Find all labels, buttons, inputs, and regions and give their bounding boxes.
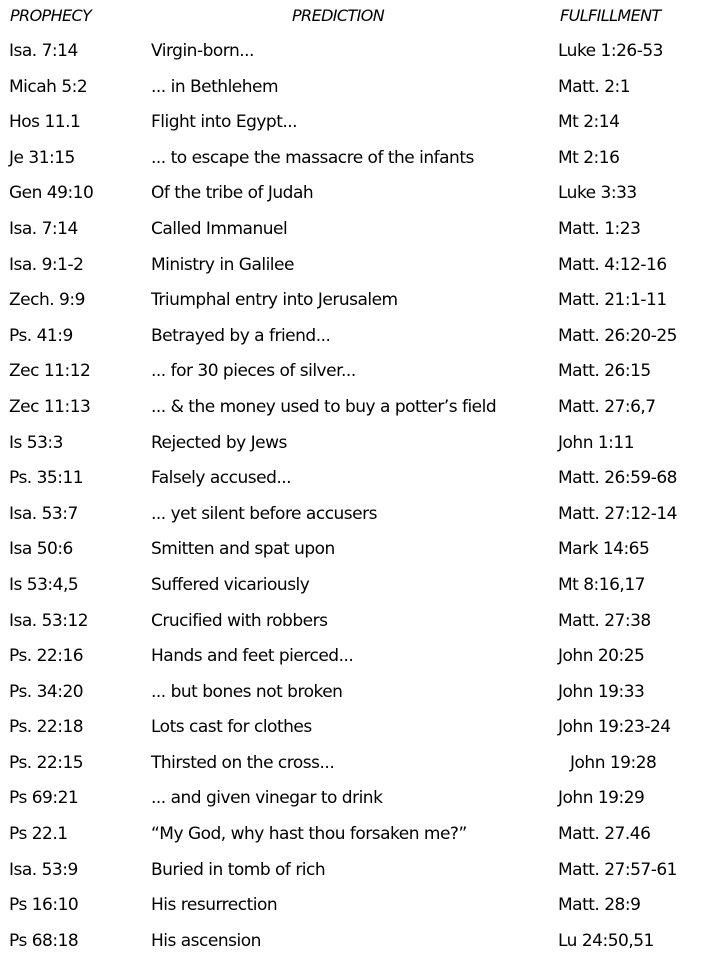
table-row xyxy=(0,641,720,677)
prediction-cell: Crucified with robbers xyxy=(151,610,328,631)
prediction-cell: ... for 30 pieces of silver... xyxy=(151,361,356,382)
prophecy-cell: Isa. 53:7 xyxy=(9,503,78,524)
fulfillment-cell: John 19:33 xyxy=(558,681,645,702)
prophecy-cell: Is 53:3 xyxy=(9,432,63,453)
prophecy-cell: Isa. 53:9 xyxy=(9,859,78,880)
fulfillment-cell: Matt. 27:57-61 xyxy=(558,859,677,880)
prophecy-cell: Isa. 53:12 xyxy=(9,610,89,631)
table-row xyxy=(0,250,720,286)
fulfillment-cell: Matt. 26:15 xyxy=(558,361,651,382)
table-row xyxy=(0,677,720,713)
fulfillment-cell: Luke 3:33 xyxy=(558,183,637,204)
prophecy-cell: Isa 50:6 xyxy=(9,539,73,560)
fulfillment-cell: Matt. 27:6,7 xyxy=(558,396,656,417)
table-row xyxy=(0,499,720,535)
prediction-cell: ... & the money used to buy a potter’s field xyxy=(151,396,497,417)
prediction-cell: Flight into Egypt... xyxy=(151,112,298,133)
table-row xyxy=(0,748,720,784)
prophecy-cell: Isa. 7:14 xyxy=(9,41,78,61)
fulfillment-cell: Matt. 4:12-16 xyxy=(558,254,667,275)
table-row xyxy=(0,107,720,143)
prophecy-cell: Ps. 34:20 xyxy=(9,681,84,702)
prophecy-cell: Gen 49:10 xyxy=(9,183,94,204)
prophecy-cell: Isa. 9:1-2 xyxy=(9,254,84,275)
prediction-cell: Triumphal entry into Jerusalem xyxy=(151,290,398,311)
table-row xyxy=(0,819,720,855)
prophecy-cell: Is 53:4,5 xyxy=(9,574,79,595)
prophecy-cell: Zech. 9:9 xyxy=(9,290,85,311)
table-row xyxy=(0,285,720,321)
prediction-cell: ... to escape the massacre of the infants xyxy=(151,147,474,168)
prophecy-cell: Ps 69:21 xyxy=(9,788,79,809)
table-row xyxy=(0,606,720,642)
prediction-cell: Smitten and spat upon xyxy=(151,539,335,560)
prediction-cell: Betrayed by a friend... xyxy=(151,325,331,346)
header-fulfillment: FULFILLMENT xyxy=(560,6,661,25)
prediction-cell: Of the tribe of Judah xyxy=(151,183,314,204)
prophecy-cell: Hos 11.1 xyxy=(9,112,81,133)
table-row xyxy=(0,356,720,392)
fulfillment-cell: Mt 8:16,17 xyxy=(558,574,645,595)
prophecy-cell: Ps 16:10 xyxy=(9,895,79,916)
prophecy-cell: Micah 5:2 xyxy=(9,76,88,97)
fulfillment-cell: Matt. 2:1 xyxy=(558,76,631,97)
table-row xyxy=(0,392,720,428)
prediction-cell: Suffered vicariously xyxy=(151,574,310,595)
prophecy-cell: Ps. 41:9 xyxy=(9,325,73,346)
fulfillment-cell: John 19:29 xyxy=(558,788,645,809)
table-row xyxy=(0,712,720,748)
fulfillment-cell: John 19:28 xyxy=(570,752,657,773)
prophecy-cell: Ps 22.1 xyxy=(9,824,68,845)
table-row xyxy=(0,890,720,926)
header-prophecy: PROPHECY xyxy=(10,6,92,25)
fulfillment-cell: Matt. 21:1-11 xyxy=(558,290,667,311)
prediction-cell: “My God, why hast thou forsaken me?” xyxy=(151,824,467,845)
fulfillment-cell: Luke 1:26-53 xyxy=(558,41,663,61)
prediction-cell: Virgin-born... xyxy=(151,41,254,61)
prediction-cell: His ascension xyxy=(151,930,261,951)
fulfillment-cell: Mt 2:16 xyxy=(558,147,620,168)
fulfillment-cell: John 19:23-24 xyxy=(558,717,671,738)
fulfillment-cell: Matt. 26:20-25 xyxy=(558,325,677,346)
fulfillment-cell: Mt 2:14 xyxy=(558,112,620,133)
table-row xyxy=(0,926,720,961)
fulfillment-cell: Matt. 1:23 xyxy=(558,218,641,239)
table-row xyxy=(0,72,720,108)
fulfillment-cell: Matt. 28:9 xyxy=(558,895,641,916)
table-row xyxy=(0,214,720,250)
prophecy-cell: Ps. 35:11 xyxy=(9,468,84,489)
prediction-cell: ... and given vinegar to drink xyxy=(151,788,383,809)
prediction-cell: Falsely accused... xyxy=(151,468,292,489)
prophecy-cell: Zec 11:12 xyxy=(9,361,91,382)
table-row xyxy=(0,36,720,72)
table-row xyxy=(0,178,720,214)
prophecy-cell: Zec 11:13 xyxy=(9,396,91,417)
prophecy-cell: Ps. 22:16 xyxy=(9,646,84,667)
prediction-cell: Buried in tomb of rich xyxy=(151,859,326,880)
table-row xyxy=(0,783,720,819)
prophecy-cell: Ps. 22:15 xyxy=(9,752,84,773)
prediction-cell: Hands and feet pierced... xyxy=(151,646,354,667)
fulfillment-cell: John 20:25 xyxy=(558,646,645,667)
table-row xyxy=(0,570,720,606)
prediction-cell: Thirsted on the cross... xyxy=(151,752,335,773)
fulfillment-cell: Mark 14:65 xyxy=(558,539,650,560)
fulfillment-cell: Matt. 27:38 xyxy=(558,610,651,631)
prophecy-cell: Ps. 22:18 xyxy=(9,717,84,738)
prophecy-cell: Je 31:15 xyxy=(9,147,75,168)
fulfillment-cell: Lu 24:50,51 xyxy=(558,930,654,951)
prophecy-table xyxy=(0,36,720,961)
prediction-cell: Ministry in Galilee xyxy=(151,254,294,275)
table-row xyxy=(0,534,720,570)
prophecy-cell: Ps 68:18 xyxy=(9,930,79,951)
prediction-cell: ... but bones not broken xyxy=(151,681,343,702)
prediction-cell: ... yet silent before accusers xyxy=(151,503,377,524)
table-header xyxy=(0,4,720,28)
fulfillment-cell: Matt. 26:59-68 xyxy=(558,468,677,489)
prediction-cell: ... in Bethlehem xyxy=(151,76,279,97)
prediction-cell: Rejected by Jews xyxy=(151,432,287,453)
fulfillment-cell: John 1:11 xyxy=(558,432,635,453)
table-row xyxy=(0,463,720,499)
prediction-cell: His resurrection xyxy=(151,895,278,916)
table-row xyxy=(0,143,720,179)
header-prediction: PREDICTION xyxy=(292,6,385,25)
prophecy-cell: Isa. 7:14 xyxy=(9,218,78,239)
prediction-cell: Lots cast for clothes xyxy=(151,717,312,738)
table-row xyxy=(0,855,720,891)
table-row xyxy=(0,321,720,357)
fulfillment-cell: Matt. 27.46 xyxy=(558,824,651,845)
fulfillment-cell: Matt. 27:12-14 xyxy=(558,503,677,524)
prediction-cell: Called Immanuel xyxy=(151,218,288,239)
table-row xyxy=(0,428,720,464)
